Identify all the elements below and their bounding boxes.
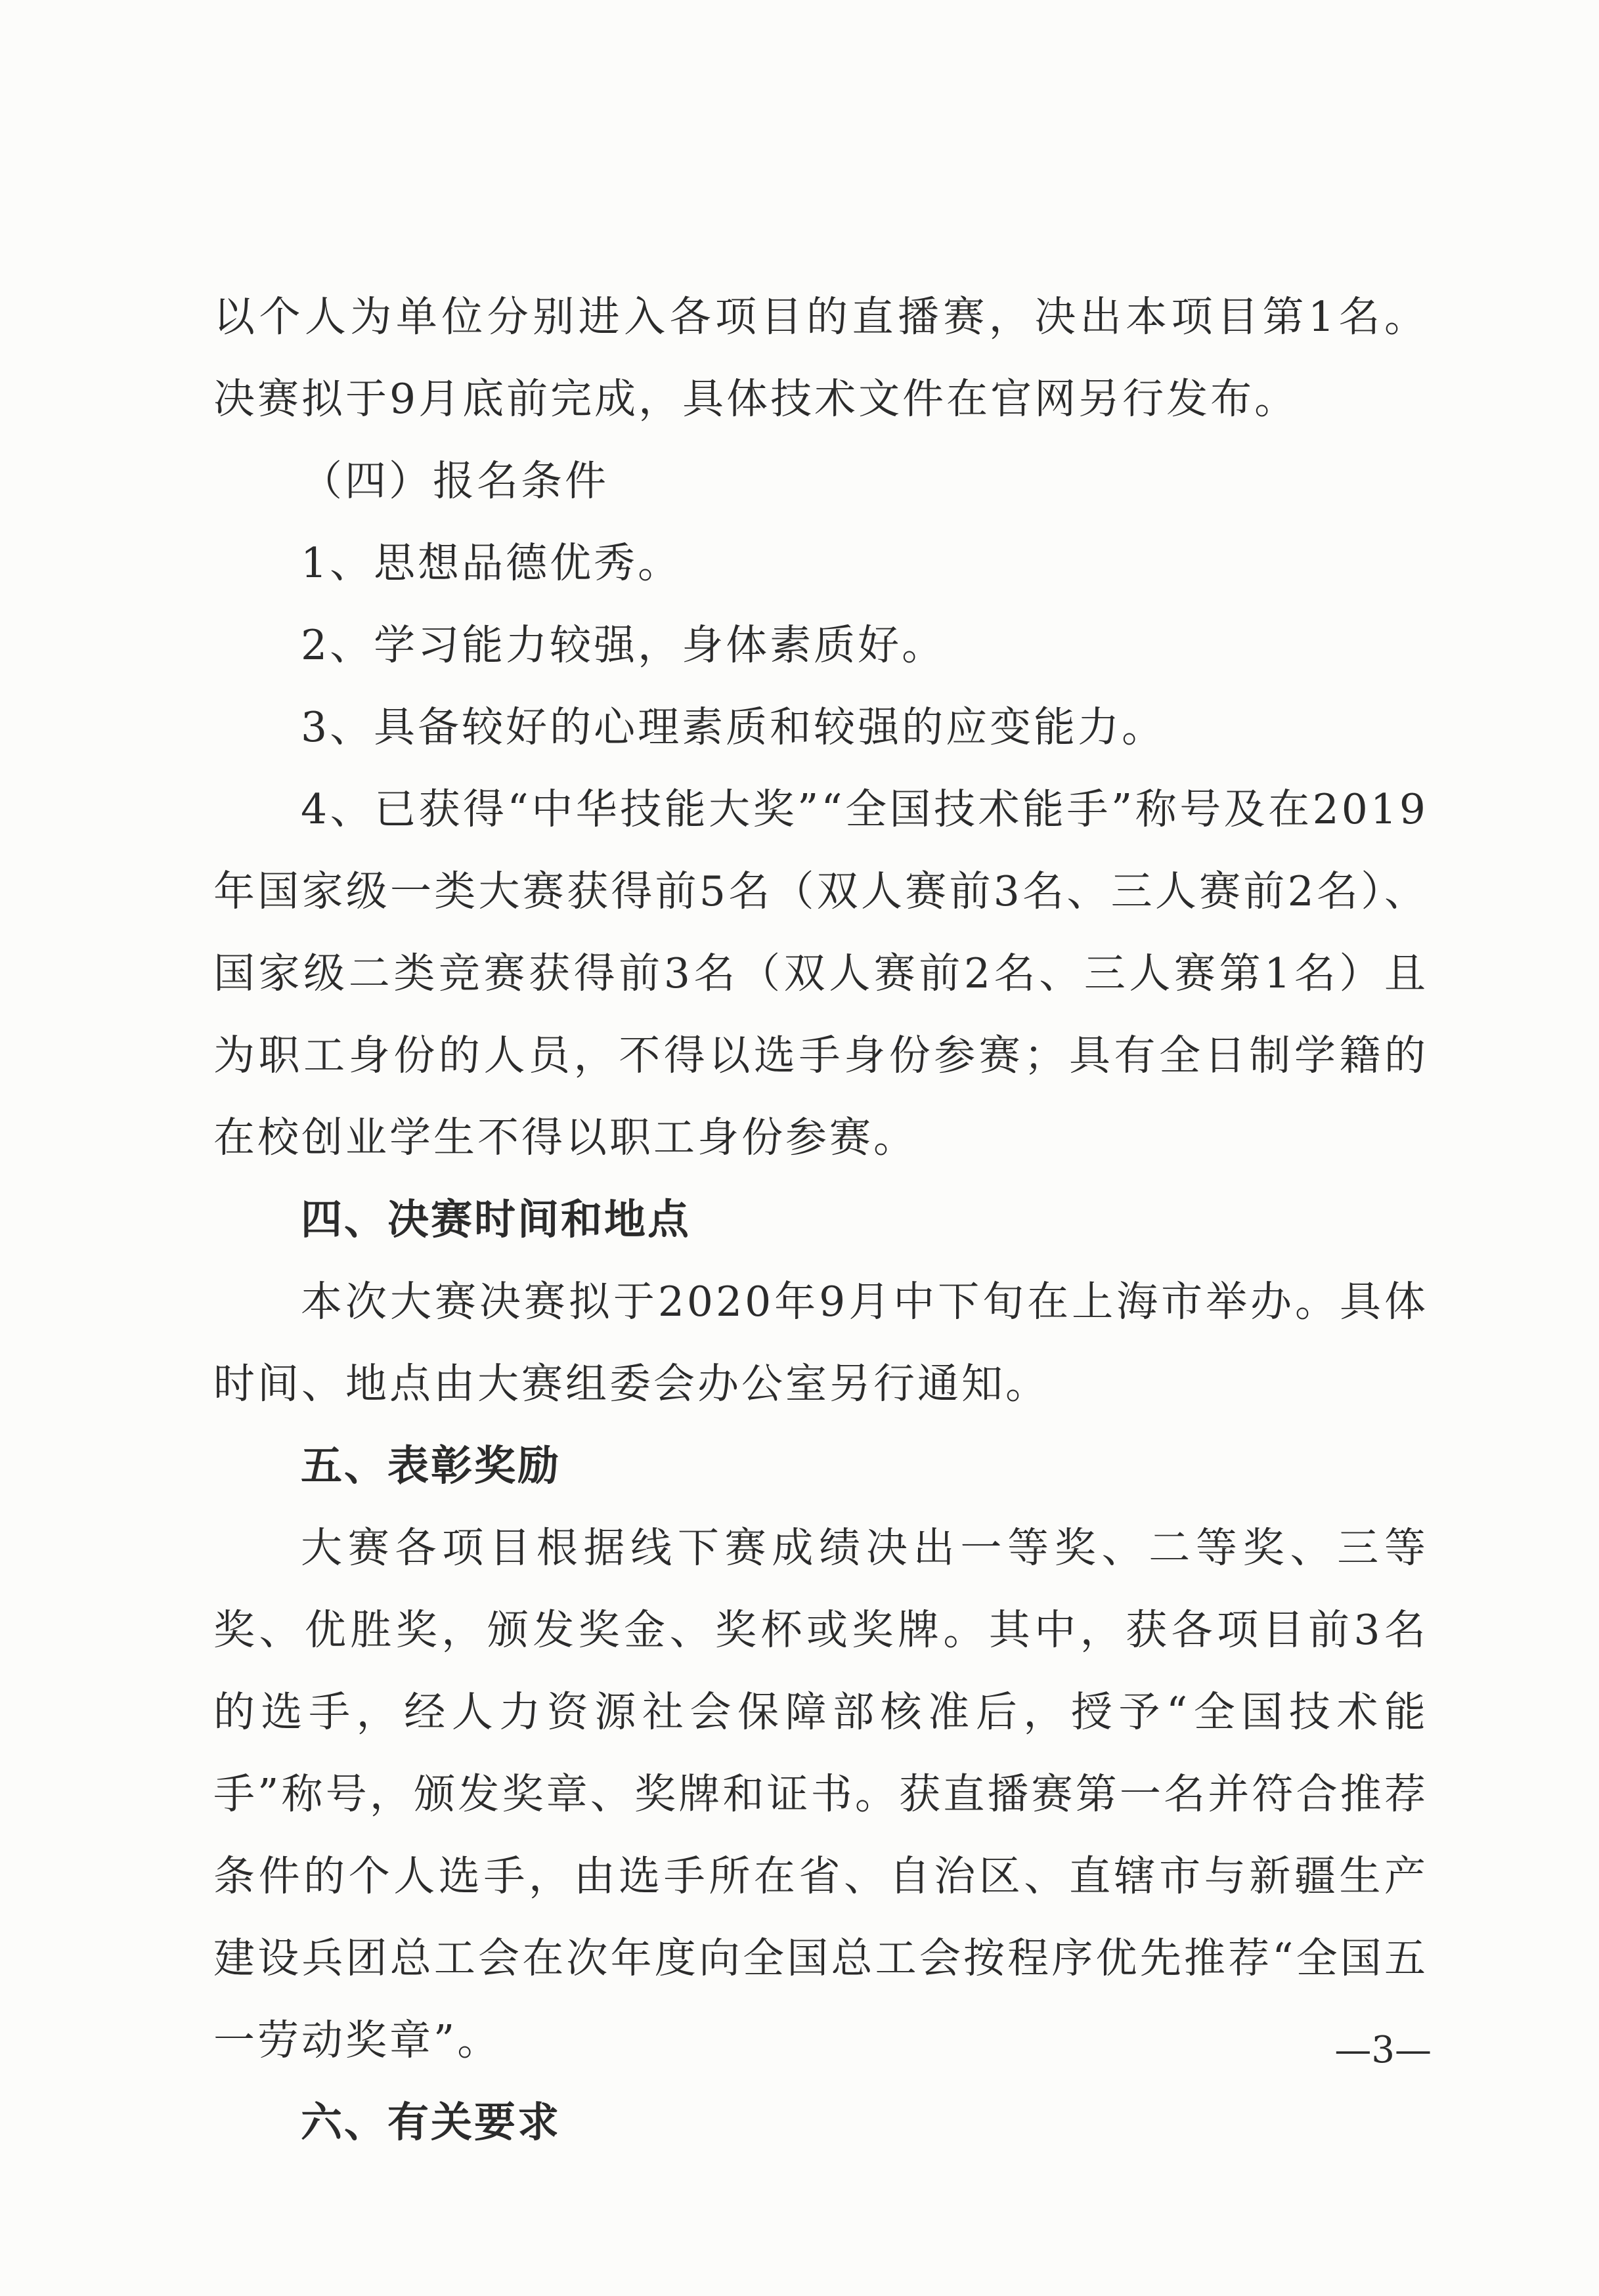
section-heading-registration: （四）报名条件 bbox=[301, 457, 609, 505]
condition-item-3: 3、具备较好的心理素质和较强的应变能力。 bbox=[301, 703, 1166, 751]
section-heading-requirements: 六、有关要求 bbox=[301, 2098, 561, 2146]
condition-item-1: 1、思想品德优秀。 bbox=[301, 539, 682, 587]
paragraph-final-stage: 以个人为单位分别进入各项目的直播赛，决出本项目第1名。决赛拟于9月底前完成，具体技术文件在官网另行发布。 bbox=[213, 293, 1428, 423]
document-body bbox=[213, 276, 1428, 2163]
paragraph-final-time-place: 本次大赛决赛拟于2020年9月中下旬在上海市举办。具体时间、地点由大赛组委会办公室另行通知。 bbox=[213, 1278, 1428, 1408]
condition-item-4: 4、已获得“中华技能大奖”“全国技术能手”称号及在2019年国家级一类大赛获得前5名（双人赛前3名、三人赛前2名）、国家级二类竞赛获得前3名（双人赛前2名、三人赛第1名）且为职工身份的人员，不得以选手身份参赛；具有全日制学籍的在校创业学生不得以职工身份参赛。 bbox=[213, 785, 1428, 1161]
page-number: —3— bbox=[1334, 2029, 1432, 2071]
section-heading-awards: 五、表彰奖励 bbox=[301, 1442, 561, 1490]
condition-item-2: 2、学习能力较强，身体素质好。 bbox=[301, 621, 946, 669]
paragraph-awards: 大赛各项目根据线下赛成绩决出一等奖、二等奖、三等奖、优胜奖，颁发奖金、奖杯或奖牌。其中，获各项目前3名的选手，经人力资源社会保障部核准后，授予“全国技术能手”称号，颁发奖章、奖牌和证书。获直播赛第一名并符合推荐条件的个人选手，由选手所在省、自治区、直辖市与新疆生产建设兵团总工会在次年度向全国总工会按程序优先推荐“全国五一劳动奖章”。 bbox=[213, 1524, 1428, 2064]
section-heading-final-time-place: 四、决赛时间和地点 bbox=[301, 1196, 691, 1244]
